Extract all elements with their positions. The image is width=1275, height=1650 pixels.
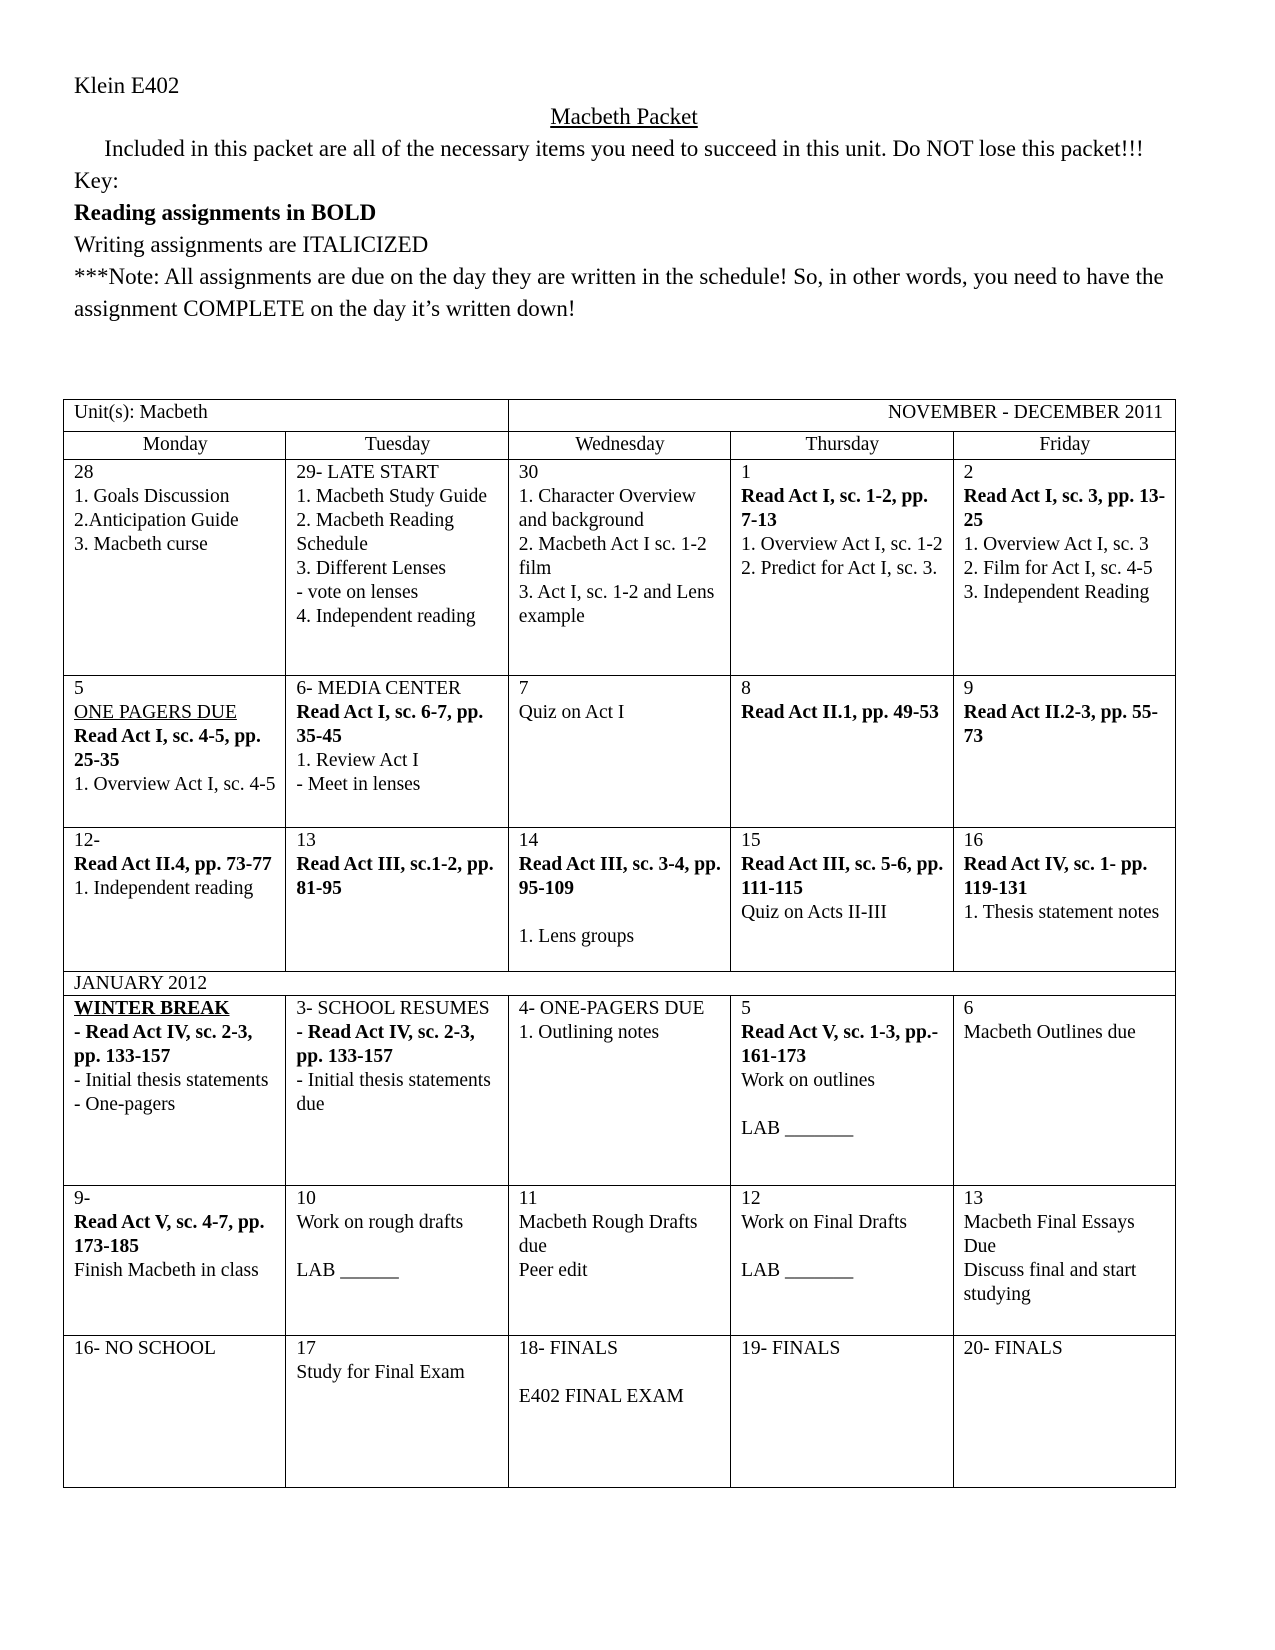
week-row <box>64 1336 1176 1488</box>
schedule-calendar <box>63 399 1176 1488</box>
weekday-monday: Monday <box>64 432 286 460</box>
day-entry: LAB ______ <box>296 1260 399 1281</box>
blank-line <box>519 901 721 925</box>
day-cell-tuesday <box>286 1186 508 1336</box>
day-cell-thursday <box>731 460 953 676</box>
day-cell-wednesday <box>508 1336 730 1488</box>
day-entry: 2. Macbeth Reading Schedule <box>296 510 454 555</box>
day-cell-friday <box>953 1336 1175 1488</box>
key-section <box>74 165 1174 325</box>
day-entry: Read Act V, sc. 4-7, pp. 173-185 <box>74 1212 265 1257</box>
day-entry: 1. Overview Act I, sc. 1-2 <box>741 534 943 555</box>
day-entry: 1. Macbeth Study Guide <box>296 486 488 507</box>
day-cell-monday <box>64 460 286 676</box>
day-entry: Read Act I, sc. 4-5, pp. 25-35 <box>74 726 261 771</box>
week-row <box>64 828 1176 972</box>
day-entry: 3. Different Lenses <box>296 558 447 579</box>
day-number: 9- <box>74 1188 91 1209</box>
day-number: 29- LATE START <box>296 462 439 483</box>
day-entry: Macbeth Rough Drafts due <box>518 1212 698 1257</box>
day-entry: 1. Lens groups <box>518 926 635 947</box>
day-entry: Discuss final and start studying <box>963 1260 1137 1305</box>
day-number: 12- <box>74 830 100 851</box>
day-cell-thursday <box>731 996 953 1186</box>
day-number: 15 <box>741 830 761 851</box>
day-number: 10 <box>296 1188 316 1209</box>
day-entry: - Read Act IV, sc. 2-3, pp. 133-157 <box>74 1022 253 1067</box>
day-cell-wednesday <box>508 1186 730 1336</box>
day-number: 4- ONE-PAGERS DUE <box>518 998 705 1019</box>
day-number: 11 <box>518 1188 538 1209</box>
day-entry: Read Act I, sc. 6-7, pp. 35-45 <box>296 702 484 747</box>
day-entry: Read Act III, sc. 5-6, pp. 111-115 <box>741 854 944 899</box>
day-number: 30 <box>518 462 539 483</box>
day-entry: LAB _______ <box>741 1118 854 1139</box>
day-entry: 1. Thesis statement notes <box>963 902 1160 923</box>
day-number: 17 <box>296 1338 316 1359</box>
key-reading: Reading assignments in BOLD <box>74 200 377 225</box>
day-entry: Read Act V, sc. 1-3, pp.- 161-173 <box>741 1022 939 1067</box>
weekday-header-row <box>64 432 1176 460</box>
day-entry: ONE PAGERS DUE <box>74 702 237 723</box>
weekday-friday: Friday <box>953 432 1175 460</box>
day-number: 18- FINALS <box>518 1338 618 1359</box>
day-number: 5 <box>741 998 751 1019</box>
class-code: Klein E402 <box>74 73 180 98</box>
key-label: Key: <box>74 168 119 193</box>
day-entry: Work on Final Drafts <box>741 1212 907 1233</box>
day-cell-friday <box>953 460 1175 676</box>
week-row <box>64 676 1176 828</box>
day-cell-monday <box>64 828 286 972</box>
day-cell-wednesday <box>508 460 730 676</box>
day-number: 13 <box>963 1188 984 1209</box>
day-cell-thursday <box>731 1186 953 1336</box>
blank-line <box>741 1235 943 1259</box>
day-cell-monday <box>64 676 286 828</box>
day-entry: 2. Macbeth Act I sc. 1-2 film <box>518 534 707 579</box>
day-entry: 3. Macbeth curse <box>74 534 208 555</box>
key-writing: Writing assignments are ITALICIZED <box>74 232 429 257</box>
day-cell-tuesday <box>286 460 508 676</box>
day-cell-thursday <box>731 828 953 972</box>
day-number: 16 <box>963 830 984 851</box>
day-entry: Read Act II.4, pp. 73-77 <box>74 854 272 875</box>
day-entry: 2. Film for Act I, sc. 4-5 <box>963 558 1153 579</box>
day-number: 19- FINALS <box>741 1338 841 1359</box>
day-number: 6 <box>963 998 974 1019</box>
day-entry: 1. Review Act I <box>296 750 419 771</box>
day-entry: 3. Act I, sc. 1-2 and Lens example <box>518 582 715 627</box>
day-entry: Work on outlines <box>741 1070 876 1091</box>
blank-line <box>296 1235 498 1259</box>
blank-line <box>519 1361 721 1385</box>
day-number: 2 <box>963 462 974 483</box>
day-entry: E402 FINAL EXAM <box>518 1386 684 1407</box>
day-number: 12 <box>741 1188 761 1209</box>
day-number: 6- MEDIA CENTER <box>296 678 462 699</box>
month-divider-row <box>64 972 1176 996</box>
day-cell-wednesday <box>508 828 730 972</box>
unit-name: Unit(s): Macbeth <box>64 400 509 432</box>
day-cell-friday <box>953 676 1175 828</box>
day-entry: LAB _______ <box>741 1260 854 1281</box>
day-number: 7 <box>518 678 529 699</box>
day-entry: Read Act III, sc.1-2, pp. 81-95 <box>296 854 494 899</box>
day-number: 13 <box>296 830 316 851</box>
day-entry: Finish Macbeth in class <box>74 1260 259 1281</box>
day-entry: 4. Independent reading <box>296 606 476 627</box>
day-number: WINTER BREAK <box>74 998 230 1019</box>
weekday-tuesday: Tuesday <box>286 432 508 460</box>
due-date-note: ***Note: All assignments are due on the day they are written in the schedule! So, in other words, you need to have the assignment COMPLETE on the day it’s written down! <box>74 264 1164 321</box>
day-number: 3- SCHOOL RESUMES <box>296 998 490 1019</box>
day-number: 14 <box>518 830 539 851</box>
day-entry: 2. Predict for Act I, sc. 3. <box>741 558 938 579</box>
day-entry: Read Act I, sc. 3, pp. 13-25 <box>963 486 1166 531</box>
day-entry: 1. Character Overview and background <box>518 486 696 531</box>
day-entry: 1. Overview Act I, sc. 4-5 <box>74 774 276 795</box>
day-entry: - Read Act IV, sc. 2-3, pp. 133-157 <box>296 1022 475 1067</box>
date-range: NOVEMBER - DECEMBER 2011 <box>508 400 1175 432</box>
week-row <box>64 996 1176 1186</box>
day-entry: 1. Independent reading <box>74 878 254 899</box>
day-cell-wednesday <box>508 996 730 1186</box>
packet-intro: Included in this packet are all of the necessary items you need to succeed in this unit. Do NOT lose this packet!!! <box>104 136 1144 161</box>
day-cell-friday <box>953 996 1175 1186</box>
week-row <box>64 1186 1176 1336</box>
day-cell-thursday <box>731 676 953 828</box>
month-label: JANUARY 2012 <box>64 972 1176 996</box>
day-cell-friday <box>953 828 1175 972</box>
blank-line <box>741 1093 943 1117</box>
day-entry: Quiz on Acts II-III <box>741 902 887 923</box>
day-entry: - Initial thesis statements <box>74 1070 269 1091</box>
day-cell-monday <box>64 996 286 1186</box>
day-entry: Quiz on Act I <box>518 702 625 723</box>
day-number: 16- NO SCHOOL <box>74 1338 216 1359</box>
packet-header <box>74 70 1174 325</box>
day-entry: 3. Independent Reading <box>963 582 1150 603</box>
day-number: 28 <box>74 462 94 483</box>
day-entry: Macbeth Final Essays Due <box>963 1212 1135 1257</box>
day-number: 1 <box>741 462 751 483</box>
day-number: 8 <box>741 678 751 699</box>
day-cell-friday <box>953 1186 1175 1336</box>
day-entry: - vote on lenses <box>296 582 419 603</box>
day-number: 5 <box>74 678 84 699</box>
weekday-wednesday: Wednesday <box>508 432 730 460</box>
day-entry: - Meet in lenses <box>296 774 421 795</box>
day-entry: Read Act II.2-3, pp. 55-73 <box>963 702 1159 747</box>
day-cell-monday <box>64 1336 286 1488</box>
day-entry: 1. Goals Discussion <box>74 486 230 507</box>
day-cell-tuesday <box>286 996 508 1186</box>
day-entry: Macbeth Outlines due <box>963 1022 1136 1043</box>
day-cell-tuesday <box>286 828 508 972</box>
day-entry: Read Act I, sc. 1-2, pp. 7-13 <box>741 486 929 531</box>
day-entry: 1. Overview Act I, sc. 3 <box>963 534 1149 555</box>
day-entry: - One-pagers <box>74 1094 176 1115</box>
day-entry: Read Act III, sc. 3-4, pp. 95-109 <box>518 854 721 899</box>
day-entry: - Initial thesis statements due <box>296 1070 491 1115</box>
day-entry: Read Act IV, sc. 1- pp. 119-131 <box>963 854 1148 899</box>
day-entry: Peer edit <box>518 1260 588 1281</box>
day-entry: Work on rough drafts <box>296 1212 464 1233</box>
day-number: 9 <box>963 678 974 699</box>
day-cell-thursday <box>731 1336 953 1488</box>
day-entry: 2.Anticipation Guide <box>74 510 239 531</box>
day-cell-tuesday <box>286 676 508 828</box>
day-cell-monday <box>64 1186 286 1336</box>
day-entry: 1. Outlining notes <box>518 1022 660 1043</box>
week-row <box>64 460 1176 676</box>
packet-title: Macbeth Packet <box>550 104 698 129</box>
day-entry: Study for Final Exam <box>296 1362 465 1383</box>
day-cell-tuesday <box>286 1336 508 1488</box>
day-cell-wednesday <box>508 676 730 828</box>
day-entry: Read Act II.1, pp. 49-53 <box>741 702 939 723</box>
weekday-thursday: Thursday <box>731 432 953 460</box>
unit-row <box>64 400 1176 432</box>
day-number: 20- FINALS <box>963 1338 1063 1359</box>
